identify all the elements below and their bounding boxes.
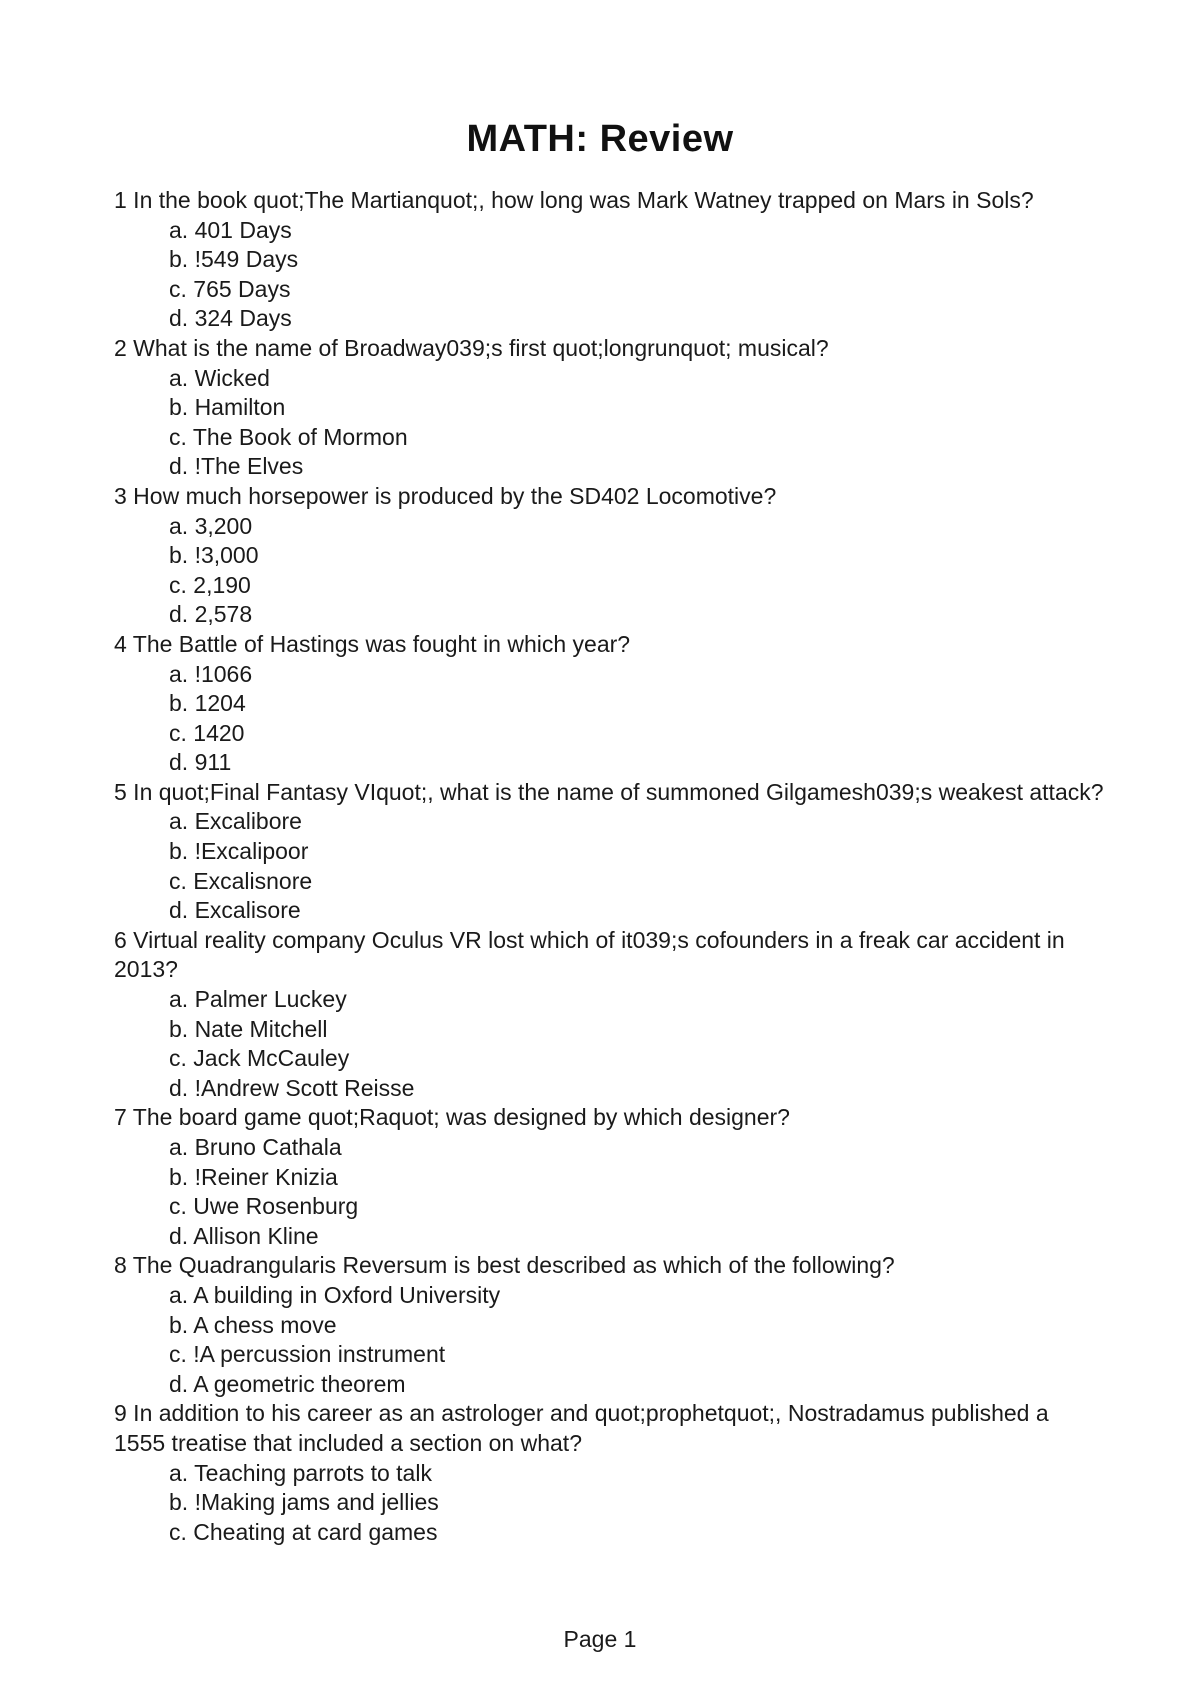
option-a: a. A building in Oxford University: [169, 1281, 501, 1308]
option-c: c. 2,190: [169, 571, 251, 598]
question-text: 7 The board game quot;Raquot; was designed by which designer?: [114, 1104, 790, 1131]
option-a: a. Wicked: [169, 364, 270, 391]
question-text: 4 The Battle of Hastings was fought in which year?: [114, 630, 631, 657]
question-text: 5 In quot;Final Fantasy VIquot;, what is the name of summoned Gilgamesh039;s weakest attack?: [114, 778, 1104, 805]
option-b: b. Nate Mitchell: [169, 1015, 328, 1042]
option-b: b. !549 Days: [169, 246, 299, 273]
option-list: [114, 1281, 1104, 1399]
question-5: [114, 778, 1104, 926]
option-c: c. Cheating at card games: [169, 1518, 438, 1545]
option-c: c. The Book of Mormon: [169, 423, 408, 450]
option-c: c. 1420: [169, 719, 245, 746]
question-text: 2 What is the name of Broadway039;s first quot;longrunquot; musical?: [114, 334, 829, 361]
option-c: c. !A percussion instrument: [169, 1341, 446, 1368]
option-c: c. Excalisnore: [169, 867, 313, 894]
page-number: Page 1: [563, 1626, 637, 1652]
option-a: a. Teaching parrots to talk: [169, 1459, 432, 1486]
option-a: a. 401 Days: [169, 216, 292, 243]
option-list: [114, 364, 1104, 482]
option-b: b. !3,000: [169, 542, 259, 569]
option-a: a. Palmer Luckey: [169, 986, 347, 1013]
option-b: b. 1204: [169, 690, 246, 717]
option-d: d. 911: [169, 749, 232, 776]
option-c: c. 765 Days: [169, 275, 291, 302]
question-text: 8 The Quadrangularis Reversum is best described as which of the following?: [114, 1252, 895, 1279]
option-list: [114, 660, 1104, 778]
option-list: [114, 1133, 1104, 1251]
option-d: d. !Andrew Scott Reisse: [169, 1074, 415, 1101]
option-b: b. Hamilton: [169, 394, 286, 421]
option-a: a. !1066: [169, 660, 253, 687]
option-c: c. Jack McCauley: [169, 1045, 350, 1072]
question-text: 3 How much horsepower is produced by the SD402 Locomotive?: [114, 482, 777, 509]
option-d: d. A geometric theorem: [169, 1370, 406, 1397]
question-list: [114, 186, 1104, 1547]
question-1: [114, 186, 1104, 334]
option-list: [114, 985, 1104, 1103]
question-text: 9 In addition to his career as an astrologer and quot;prophetquot;, Nostradamus published a 1555 treatise that included a section on what?: [114, 1400, 1049, 1456]
option-d: d. Excalisore: [169, 897, 301, 924]
option-list: [114, 1459, 1104, 1548]
question-text: 6 Virtual reality company Oculus VR lost which of it039;s cofounders in a freak car accident in 2013?: [114, 926, 1065, 983]
question-4: [114, 630, 1104, 778]
option-list: [114, 216, 1104, 334]
question-8: [114, 1251, 1104, 1399]
option-b: b. !Excalipoor: [169, 838, 309, 865]
question-text: 1 In the book quot;The Martianquot;, how long was Mark Watney trapped on Mars in Sols?: [114, 187, 1034, 213]
question-6: [114, 926, 1104, 1104]
option-d: d. Allison Kline: [169, 1222, 319, 1249]
option-list: [114, 807, 1104, 925]
option-a: a. Bruno Cathala: [169, 1134, 342, 1160]
option-b: b. !Making jams and jellies: [169, 1489, 439, 1516]
option-b: b. A chess move: [169, 1311, 337, 1338]
option-c: c. Uwe Rosenburg: [169, 1193, 359, 1220]
option-d: d. 2,578: [169, 601, 253, 628]
option-b: b. !Reiner Knizia: [169, 1163, 338, 1190]
question-2: [114, 334, 1104, 482]
option-a: a. 3,200: [169, 512, 253, 539]
option-list: [114, 512, 1104, 630]
question-3: [114, 482, 1104, 630]
question-7: [114, 1103, 1104, 1251]
page-title: MATH: Review: [466, 118, 734, 160]
question-9: [114, 1399, 1104, 1547]
option-d: d. 324 Days: [169, 305, 292, 332]
option-d: d. !The Elves: [169, 453, 304, 480]
option-a: a. Excalibore: [169, 808, 302, 835]
